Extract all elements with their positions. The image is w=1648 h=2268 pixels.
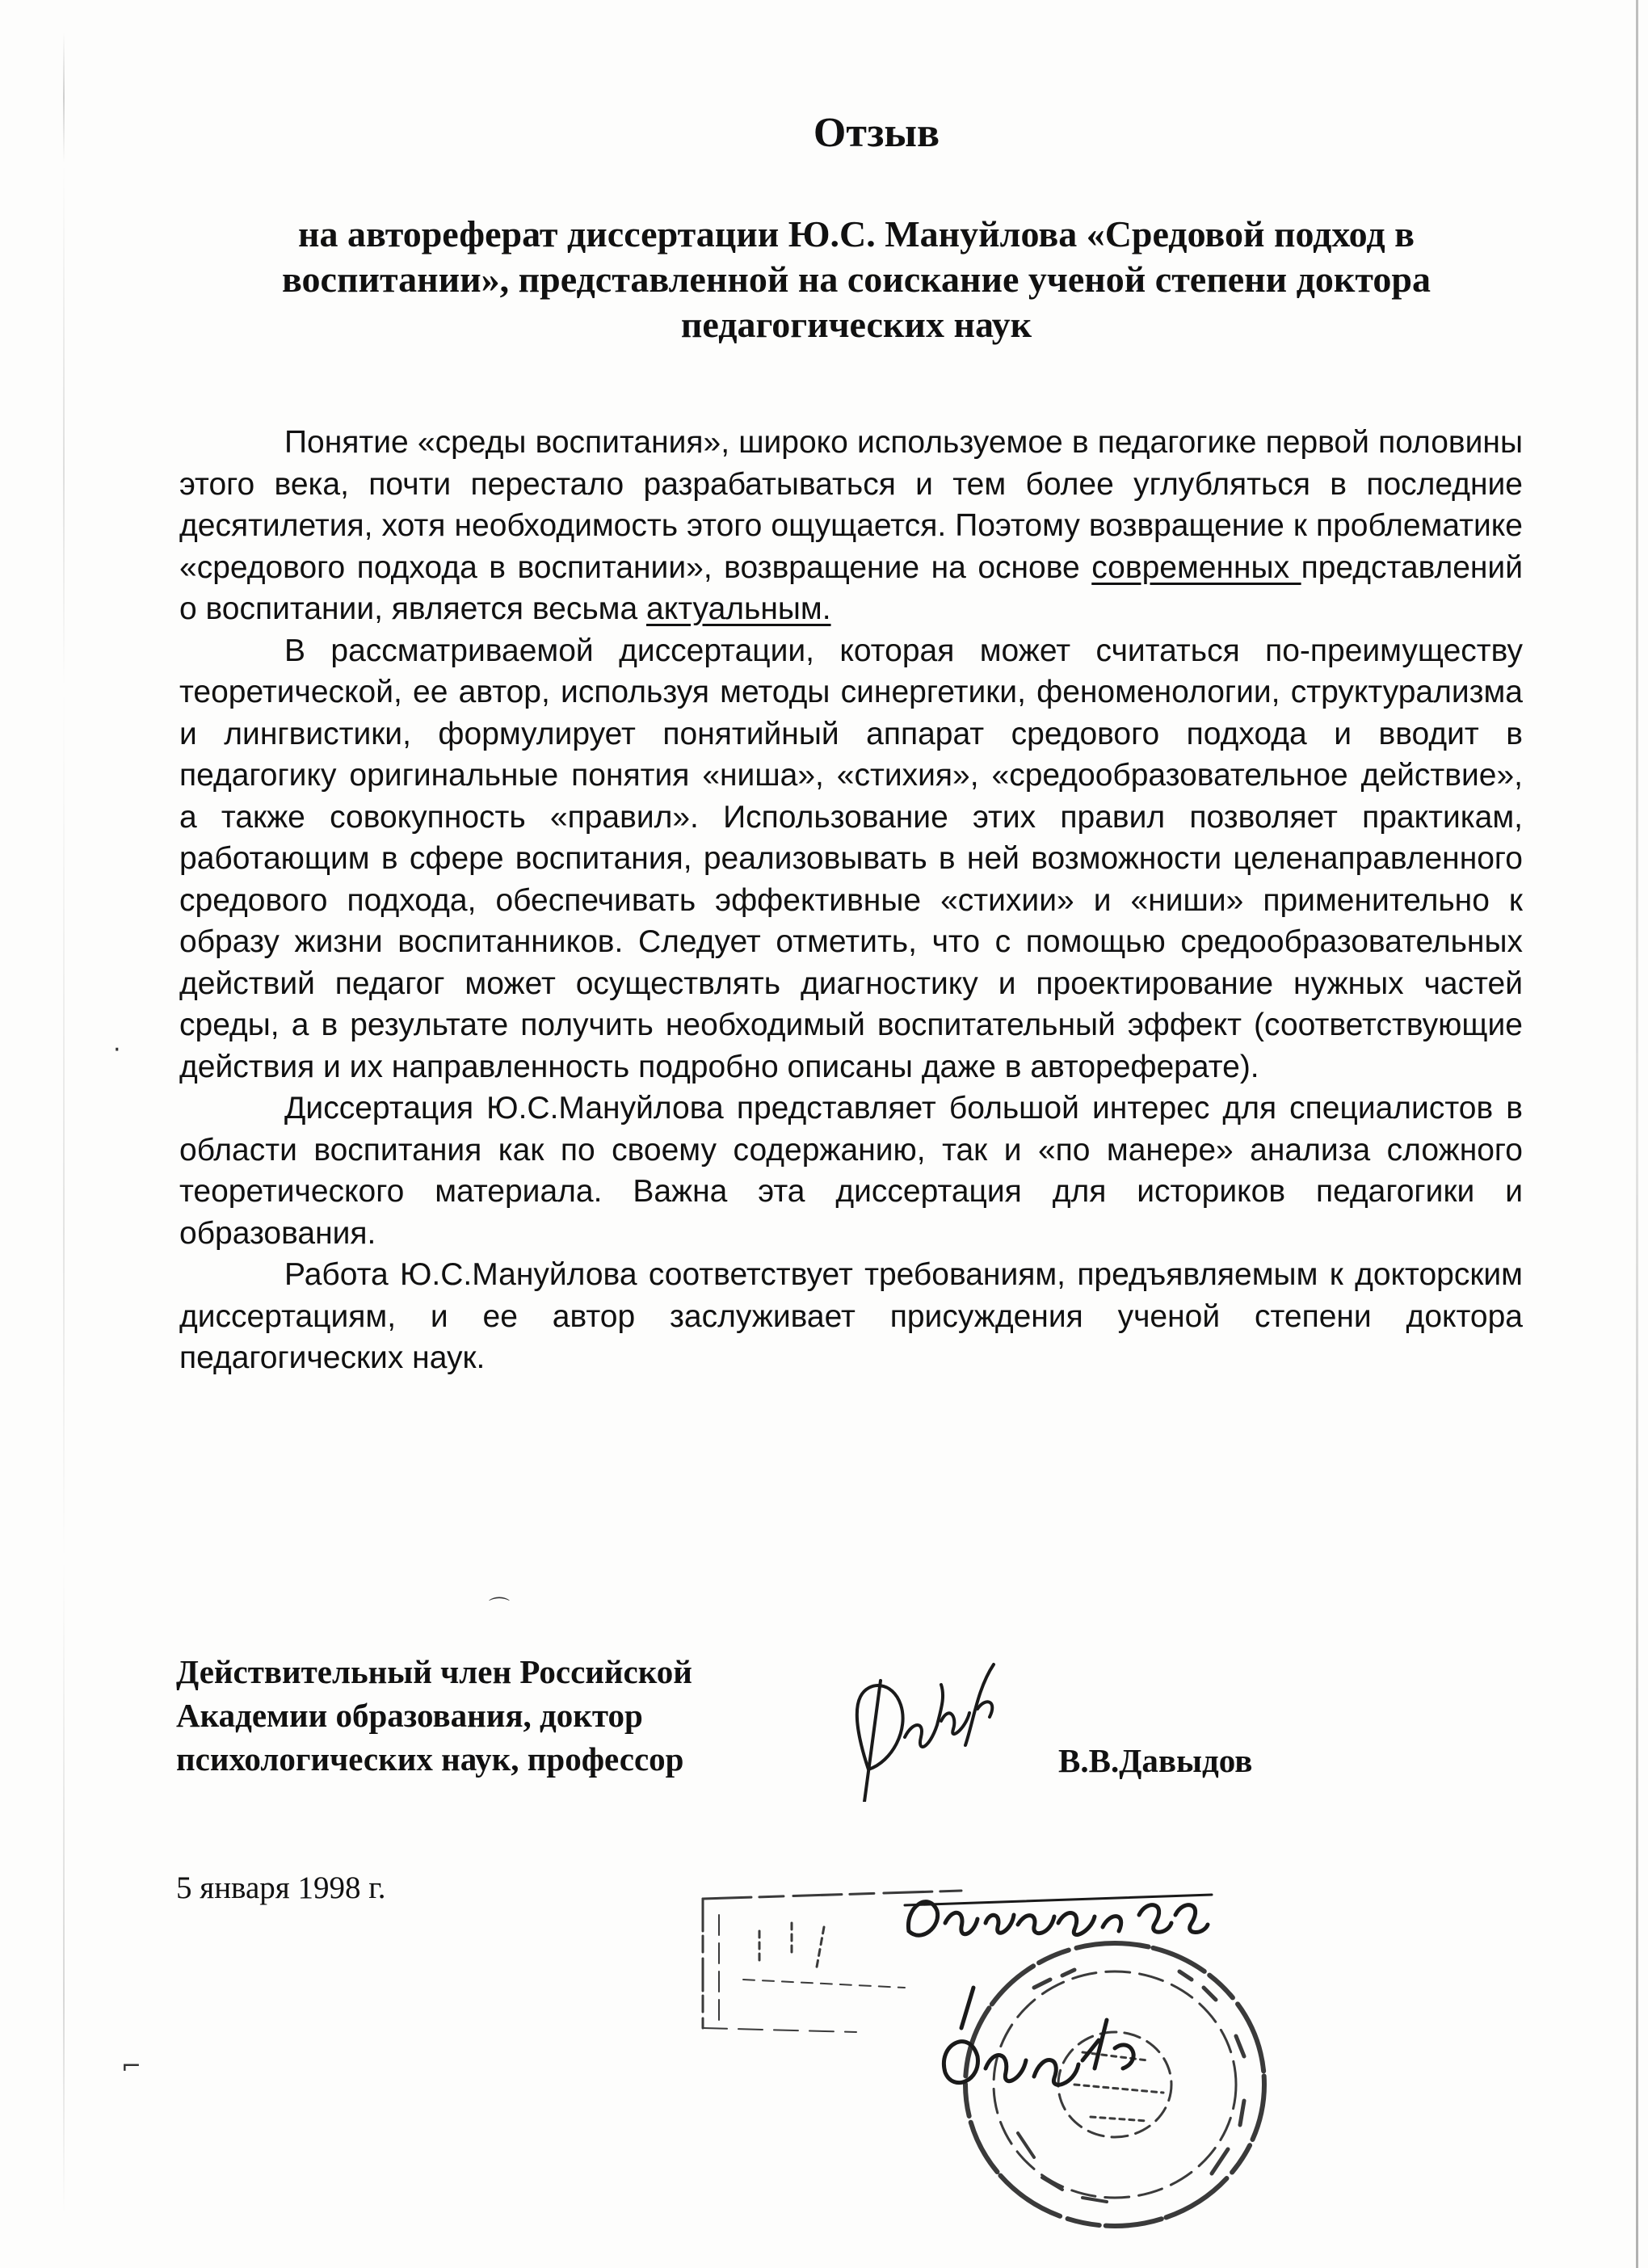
scan-mark: ⌐ xyxy=(121,2052,142,2081)
signer-name: В.В.Давыдов xyxy=(1058,1742,1253,1779)
document-subtitle: на автореферат диссертации Ю.С. Мануйлова «Средовой подход в воспитании», представленной на соискание ученой степени доктора педагогических наук xyxy=(282,213,1431,345)
official-stamp xyxy=(695,1866,1276,2238)
scan-edge-left xyxy=(63,32,65,2214)
review-body xyxy=(179,422,1523,1379)
paragraph-4: Работа Ю.С.Мануйлова соответствует требованиям, предъявляемым к докторским диссертациям, и ее автор заслуживает присуждения ученой степени доктора педагогических наук. xyxy=(179,1257,1523,1375)
scan-edge-right xyxy=(1636,0,1638,2268)
paragraph-3: Диссертация Ю.С.Мануйлова представляет большой интерес для специалистов в области воспитания как по своему содержанию, так и «по манере» анализа сложного теоретического материала. Важна эта диссертация для историков педагогики и образования. xyxy=(179,1091,1523,1251)
paragraph-1-text-b: представлений о воспитании, является весьма xyxy=(179,549,1523,626)
document-date: 5 января 1998 г. xyxy=(176,1870,386,1905)
document-title: Отзыв xyxy=(813,110,940,156)
underlined-word-relevant: актуальным. xyxy=(646,591,831,626)
credentials-line-1: Действительный член Российской xyxy=(176,1653,692,1690)
scan-mark: ⌒ xyxy=(489,1597,511,1621)
paragraph-1 xyxy=(179,422,1523,630)
credentials-line-3: психологических наук, профессор xyxy=(176,1740,684,1778)
underlined-word-modern: современных xyxy=(1091,549,1301,585)
paragraph-1-text-a: Понятие «среды воспитания», широко используемое в педагогике первой половины этого века, почти перестало разрабатываться и тем более углубляться в последние десятилетия, хотя необходимость этого ощущается. Поэтому возвращение к проблематике «средового подхода в воспитании», возвращение на основе xyxy=(179,425,1523,585)
credentials-line-2: Академии образования, доктор xyxy=(176,1697,643,1734)
paragraph-2: В рассматриваемой диссертации, которая может считаться по-преимуществу теоретической, ее автор, используя методы синергетики, феноменологии, структурализма и лингвистики, формулирует понятийный аппарат средового подхода и вводит в педагогику оригинальные понятия «ниша», «стихия», «средообразовательное действие», а также совокупность «правил». Использование этих правил позволяет практикам, работающим в сфере воспитания, реализовывать в ней возможности целенаправленного средового подхода, обеспечивать эффективные «стихии» и «ниши» применительно к образу жизни воспитанников. Следует отметить, что с помощью средообразовательных действий педагог может осуществлять диагностику и проектирование нужных частей среды, а в результате получить необходимый воспитательный эффект (соответствующие действия и их направленность подробно описаны даже в автореферате). xyxy=(179,633,1523,1084)
signatory-credentials xyxy=(176,1650,692,1781)
scan-mark: · xyxy=(113,1036,121,1064)
handwritten-signature xyxy=(836,1648,1006,1802)
